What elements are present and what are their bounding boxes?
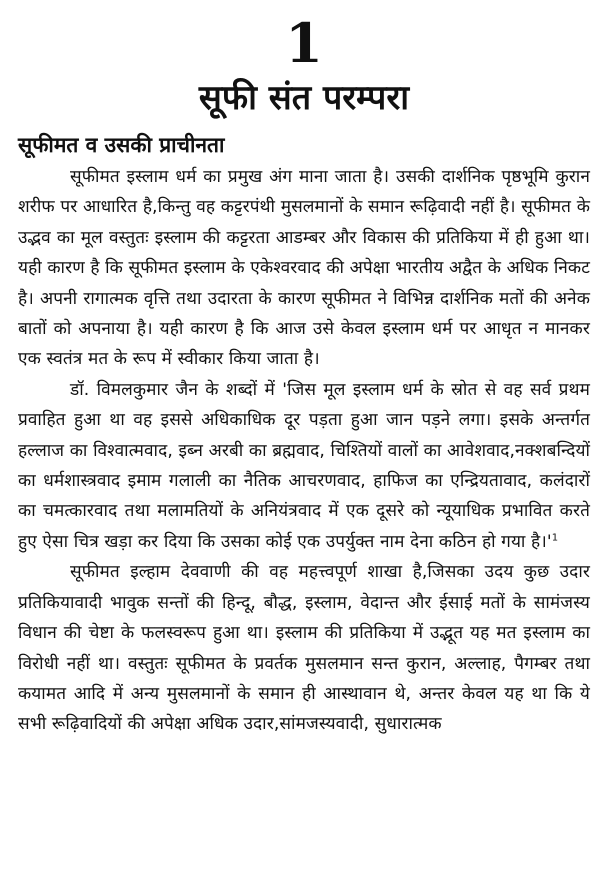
paragraph-2 [18, 375, 590, 557]
paragraph-3 [18, 557, 590, 739]
paragraph-2-text: डॉ. विमलकुमार जैन के शब्दों में 'जिस मूल इस्लाम धर्म के स्रोत से वह सर्व प्रथम प्रवाहित हुआ था वह इससे अधिकाधिक दूर पड़ता हुआ जान पड़ने लगा। इसके अन्तर्गत हल्लाज का विश्वात्मवाद, इब्न अरबी का ब्रह्मवाद, चिश्तियों वालों का आवेशवाद,नक्शबन्दियों का धर्मशास्त्रवाद इमाम गलाली का नैतिक आचरणवाद, हाफिज का एन्द्रियतावाद, कलंदारों का चमत्कारवाद तथा मलामतियों के अनियंत्रवाद में एक दूसरे को न्यूयाधिक प्रभावित करते हुए ऐसा चित्र खड़ा कर दिया कि उसका कोई एक उपर्युक्त नाम देना कठिन हो गया है।' [18, 379, 590, 552]
chapter-title: सूफी संत परम्परा [198, 78, 410, 118]
chapter-number: 1 [285, 11, 323, 75]
paragraph-1-text: सूफीमत इस्लाम धर्म का प्रमुख अंग माना जाता है। उसकी दार्शनिक पृष्ठभूमि कुरान शरीफ पर आधारित है,किन्तु वह कट्टरपंथी मुसलमानों के समान रूढ़िवादी नहीं है। सूफीमत के उद्भव का मूल वस्तुतः इस्लाम की कट्टरता आडम्बर और विकास की प्रतिकिया में ही हुआ था। यही कारण है कि सूफीमत इस्लाम के एकेश्वरवाद की अपेक्षा भारतीय अद्वैत के अधिक निकट है। अपनी रागात्मक वृत्ति तथा उदारता के कारण सूफीमत ने विभिन्न दार्शनिक मतों की अनेक बातों को अपनाया है। यही कारण है कि आज उसे केवल इस्लाम धर्म पर आधृत न मानकर एक स्वतंत्र मत के रूप में स्वीकार किया जाता है। [18, 167, 590, 370]
footnote-marker: 1 [551, 532, 559, 544]
section-heading: सूफीमत व उसकी प्राचीनता [18, 133, 225, 157]
paragraph-3-text: सूफीमत इल्हाम देववाणी की वह महत्त्वपूर्ण शाखा है,जिसका उदय कुछ उदार प्रतिकियावादी भावुक सन्तों की हिन्दू, बौद्ध, इस्लाम, वेदान्त और ईसाई मतों के सामंजस्य विधान की चेष्टा के फलस्वरूप हुआ था। इस्लाम की प्रतिकिया में उद्भूत यह मत इस्लाम का विरोधी नहीं था। वस्तुतः सूफीमत के प्रवर्तक मुसलमान सन्त कुरान, अल्लाह, पैगम्बर तथा कयामत आदि में अन्य मुसलमानों के समान ही आस्थावान थे, अन्तर केवल यह था कि ये सभी रूढ़िवादियों की अपेक्षा अधिक उदार,सांमजस्यवादी, सुधारात्मक [18, 562, 590, 735]
paragraph-1 [18, 162, 590, 375]
